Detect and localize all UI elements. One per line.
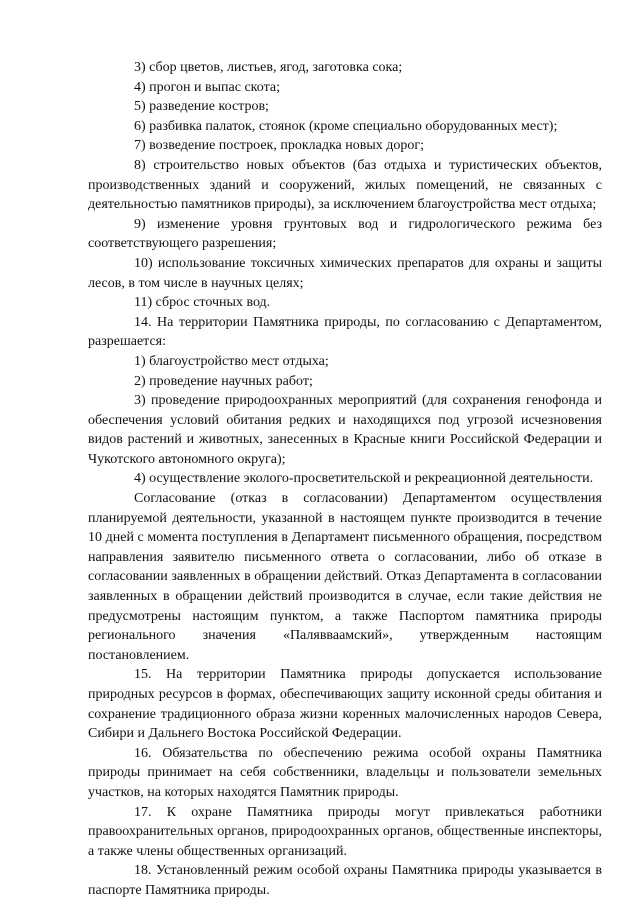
paragraph: 17. К охране Памятника природы могут привлекаться работники правоохранительных органов, природоохранных органов, общественные инспекторы, а также члены общественных организаций. bbox=[88, 804, 602, 859]
paragraph: 5) разведение костров; bbox=[134, 99, 269, 115]
paragraph: 18. Установленный режим особой охраны Памятника природы указывается в паспорте Памятника природы. bbox=[88, 863, 602, 898]
document-page bbox=[88, 58, 602, 901]
paragraph: 6) разбивка палаток, стоянок (кроме специально оборудованных мест); bbox=[134, 118, 558, 134]
paragraph: Согласование (отказ в согласовании) Департаментом осуществления планируемой деятельности, указанной в настоящем пункте производится в течение 10 дней с момента поступления в Департамент письменного обращения, посредством направления заявителю письменного ответа о согласовании, либо об отказе в согласовании заявленных в обращении действий. Отказ Департамента в согласовании заявленных в обращении действий производится в случае, если такие действия не предусмотрены настоящим пунктом, а также Паспортом памятника природы регионального значения «Палявваамский», утвержденным настоящим постановлением. bbox=[88, 491, 602, 663]
paragraph: 1) благоустройство мест отдыха; bbox=[134, 353, 329, 369]
paragraph: 9) изменение уровня грунтовых вод и гидрологического режима без соответствующего разрешения; bbox=[88, 216, 602, 252]
paragraph: 4) осуществление эколого-просветительской и рекреационной деятельности. bbox=[134, 471, 594, 487]
paragraph: 7) возведение построек, прокладка новых дорог; bbox=[134, 138, 425, 154]
paragraph: 4) прогон и выпас скота; bbox=[134, 79, 280, 95]
paragraph: 8) строительство новых объектов (баз отдыха и туристических объектов, производственных зданий и сооружений, жилых помещений, не связанных с деятельностью памятников природы), за исключением благоустройства мест отдыха; bbox=[88, 157, 602, 213]
paragraph: 2) проведение научных работ; bbox=[134, 373, 313, 389]
paragraph: 14. На территории Памятника природы, по согласованию с Департаментом, разрешается: bbox=[88, 314, 602, 350]
paragraph: 3) проведение природоохранных мероприятий (для сохранения генофонда и обеспечения условий обитания редких и находящихся под угрозой исчезновения видов растений и животных, занесенных в Красные книги Российской Федерации и Чукотского автономного округа); bbox=[88, 393, 602, 467]
paragraph: 10) использование токсичных химических препаратов для охраны и защиты лесов, в том числе в научных целях; bbox=[88, 255, 602, 291]
paragraph: 11) сброс сточных вод. bbox=[134, 295, 271, 311]
paragraph: 3) сбор цветов, листьев, ягод, заготовка сока; bbox=[134, 60, 403, 75]
paragraph: 15. На территории Памятника природы допускается использование природных ресурсов в формах, обеспечивающих защиту исконной среды обитания и сохранение традиционного образа жизни коренных малочисленных народов Севера, Сибири и Дальнего Востока Российской Федерации. bbox=[88, 667, 602, 742]
paragraph: 16. Обязательства по обеспечению режима особой охраны Памятника природы принимает на себя собственники, владельцы и пользователи земельных участков, на которых находятся Памятник природы. bbox=[88, 745, 602, 800]
